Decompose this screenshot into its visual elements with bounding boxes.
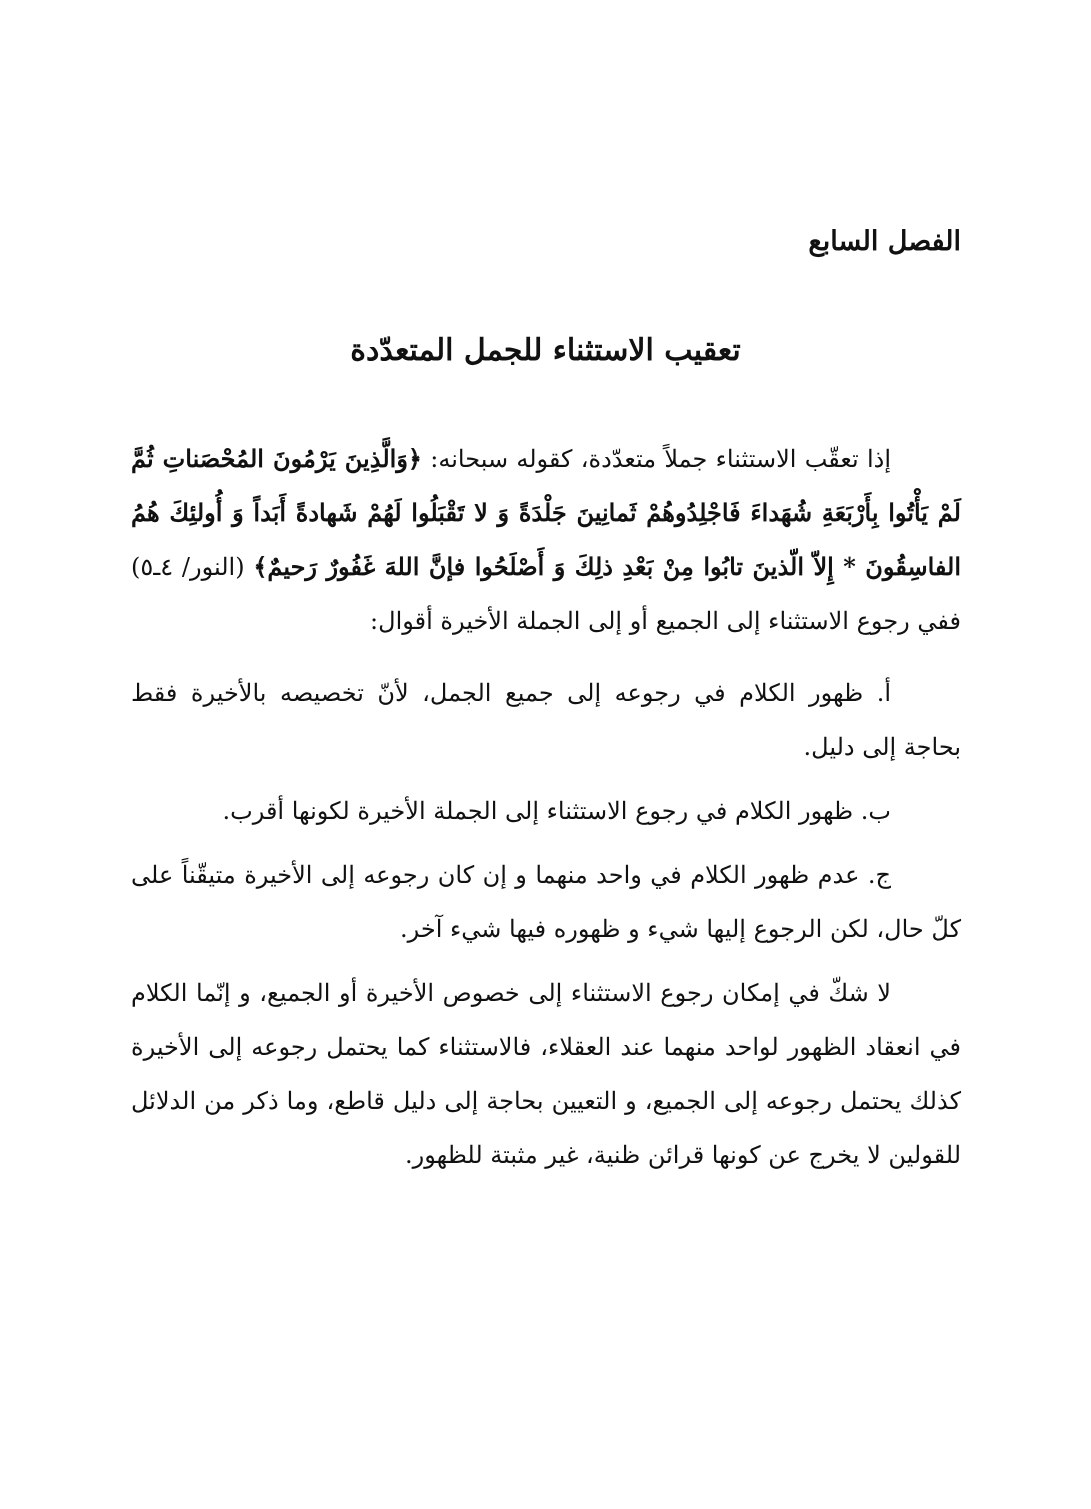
list-item-a: أ. ظهور الكلام في رجوعه إلى جميع الجمل، لأنّ تخصيصه بالأخيرة فقط بحاجة إلى دليل. (131, 679, 961, 761)
chapter-title: تعقيب الاستثناء للجمل المتعدّدة (350, 333, 741, 368)
chapter-body (131, 432, 961, 1192)
conclusion-paragraph: لا شكّ في إمكان رجوع الاستثناء إلى خصوص الأخيرة أو الجميع، و إنّما الكلام في انعقاد الظهور لواحد منهما عند العقلاء، فالاستثناء كما يحتمل رجوعه إلى الأخيرة كذلك يحتمل رجوعه إلى الجميع، و التعيين بحاجة إلى دليل قاطع، وما ذكر من الدلائل للقولين لا يخرج عن كونها قرائن ظنية، غير مثبتة للظهور. (131, 979, 961, 1169)
quran-verse: ﴿وَالَّذِينَ يَرْمُونَ المُحْصَناتِ ثُمَّ لَمْ يَأْتُوا بِأَرْبَعَةِ شُهَداءَ فَاجْلِدُوهُمْ ثَمانِينَ جَلْدَةً وَ لا تَقْبَلُوا لَهُمْ شَهادةً أَبَداً وَ أُولئِكَ هُمُ الفاسِقُونَ * إِلاّ الّذينَ تابُوا مِنْ بَعْدِ ذلِكَ وَ أَصْلَحُوا فإنَّ اللهَ غَفُورٌ رَحيمٌ﴾ (131, 444, 962, 581)
chapter-label: الفصل السابع (808, 226, 961, 257)
intro-paragraph (131, 432, 961, 648)
intro-text-before: إذا تعقّب الاستثناء جملاً متعدّدة، كقوله سبحانه: (421, 445, 891, 473)
list-item-c: ج. عدم ظهور الكلام في واحد منهما و إن كان رجوعه إلى الأخيرة متيقّناً على كلّ حال، لكن الرجوع إليها شيء و ظهوره فيها شيء آخر. (131, 861, 961, 943)
intro-text-after: (النور/ ٤ـ٥) ففي رجوع الاستثناء إلى الجميع أو إلى الجملة الأخيرة أقوال: (131, 553, 961, 635)
list-item-b: ب. ظهور الكلام في رجوع الاستثناء إلى الجملة الأخيرة لكونها أقرب. (222, 797, 891, 825)
